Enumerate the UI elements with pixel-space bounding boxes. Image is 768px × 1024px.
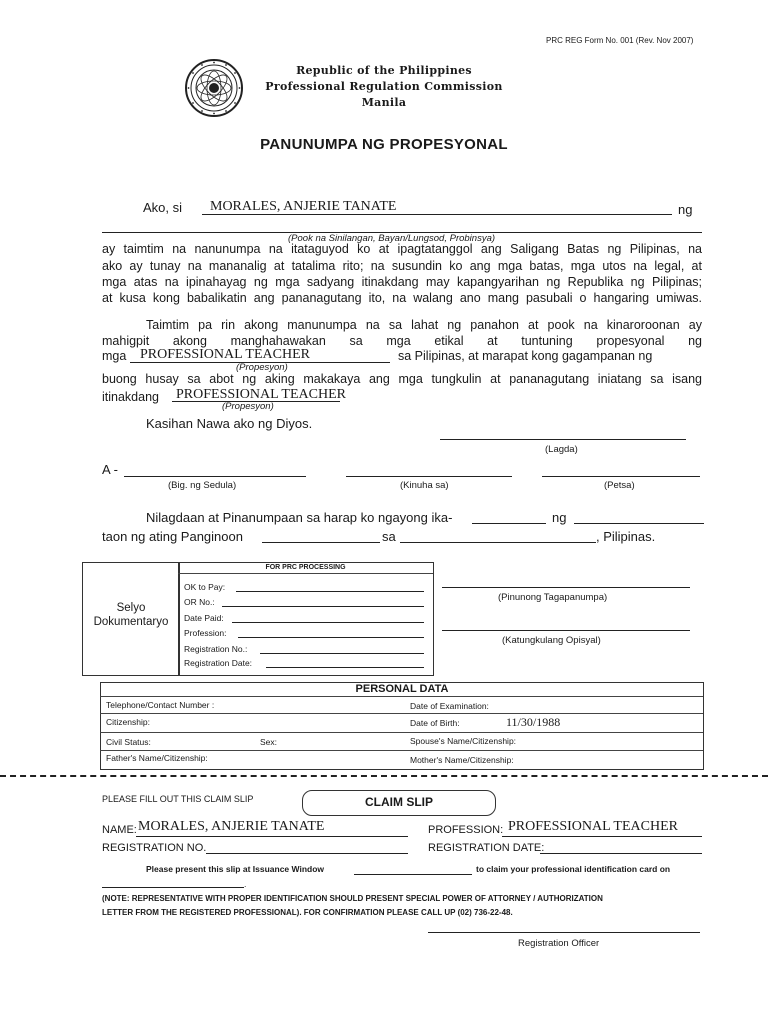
- oath-para1-line3: mga atas na ipinahayag ng mga sadyang itinakdang may kapangyarihan ng Republika ng Pilipinas;: [102, 275, 702, 289]
- please-fill-text: PLEASE FILL OUT THIS CLAIM SLIP: [102, 794, 254, 804]
- present-slip-text-b: to claim your professional identification card on: [476, 864, 671, 874]
- ok-to-pay-line: [236, 591, 424, 592]
- date-paid-label: Date Paid:: [184, 613, 224, 623]
- ika-line: [472, 523, 546, 524]
- oath-para2-line1: Taimtim pa rin akong manunumpa na sa lahat ng panahon at pook na kinaroroonan ay: [146, 318, 702, 332]
- city-line: [400, 542, 596, 543]
- note-line2: LETTER FROM THE REGISTERED PROFESSIONAL). FOR CONFIRMATION PLEASE CALL UP (02) 736-22-48.: [102, 908, 513, 917]
- registration-no-line: [260, 653, 424, 654]
- date-exam-label: Date of Examination:: [410, 701, 489, 711]
- mother-label: Mother's Name/Citizenship:: [410, 755, 514, 765]
- mga-prefix: mga: [102, 349, 127, 363]
- profession-field-line: [238, 637, 424, 638]
- civil-status-label: Civil Status:: [106, 737, 151, 747]
- taon-text: taon ng ating Panginoon: [102, 529, 243, 544]
- claim-profession-line: [502, 836, 702, 837]
- oath-para1-line2: ako ay tunay na mananalig at tatalima rito; na susundin ko ang mga batas, mga utos na legal, at: [102, 259, 702, 273]
- registration-date-line: [266, 667, 424, 668]
- spouse-label: Spouse's Name/Citizenship:: [410, 736, 517, 746]
- petsa-line: [542, 476, 700, 477]
- oath-profession-value-2: PROFESSIONAL TEACHER: [176, 387, 346, 402]
- claim-name-label: NAME:: [102, 824, 137, 836]
- claim-slip-title: CLAIM SLIP: [365, 795, 433, 809]
- a-prefix: A -: [102, 462, 118, 477]
- header-manila: Manila: [361, 96, 407, 109]
- claim-name-line: [136, 836, 408, 837]
- registration-no-label: Registration No.:: [184, 644, 248, 654]
- lagda-caption: (Lagda): [545, 444, 578, 455]
- pinunong-caption: (Pinunong Tagapanumpa): [498, 592, 608, 603]
- oath-para2-line2: mahigpit akong manghahawakan sa mga etikal at tuntuning propesyonal ng: [102, 334, 702, 348]
- month-line: [574, 523, 704, 524]
- ok-to-pay-label: OK to Pay:: [184, 582, 226, 592]
- father-label: Father's Name/Citizenship:: [106, 753, 208, 763]
- katungkulang-caption: (Katungkulang Opisyal): [502, 635, 601, 646]
- itinakdang-text: itinakdang: [102, 390, 159, 404]
- birthplace-caption: (Pook na Sinilangan, Bayan/Lungsod, Probinsya): [288, 233, 496, 244]
- date-birth-label: Date of Birth:: [410, 718, 460, 728]
- claim-profession-label: PROFESSION:: [428, 824, 504, 836]
- header-commission: Professional Regulation Commission: [265, 80, 503, 93]
- registration-officer-caption: Registration Officer: [518, 938, 600, 949]
- oath-para2-line4: buong husay sa abot ng aking makakaya ang mga tungkulin at pananagutang iniatang sa isang: [102, 372, 702, 386]
- present-slip-text: Please present this slip at Issuance Window: [146, 864, 325, 874]
- nilagdaan-text: Nilagdaan at Pinanumpaan sa harap ko ngayong ika-: [146, 510, 453, 525]
- sedula-line: [124, 476, 306, 477]
- kasihan-text: Kasihan Nawa ako ng Diyos.: [146, 416, 313, 431]
- claim-reg-no-line: [206, 853, 408, 854]
- oath-name-value: MORALES, ANJERIE TANATE: [210, 199, 397, 214]
- sedula-caption: (Big. ng Sedula): [168, 480, 237, 491]
- or-no-label: OR No.:: [184, 597, 215, 607]
- selyo-line2: Dokumentaryo: [93, 616, 169, 628]
- kinuha-line: [346, 476, 512, 477]
- claim-reg-date-label: REGISTRATION DATE:: [428, 842, 545, 854]
- note-line1: (NOTE: REPRESENTATIVE WITH PROPER IDENTIFICATION SHOULD PRESENT SPECIAL POWER OF ATTORNEY / AUTHORIZATION: [102, 894, 603, 903]
- issuance-window-line: [354, 874, 472, 875]
- sa-pilipinas-text: sa Pilipinas, at marapat kong gagampanan ng: [398, 349, 653, 363]
- petsa-caption: (Petsa): [604, 480, 635, 491]
- page-title: PANUNUMPA NG PROPESYONAL: [260, 136, 508, 153]
- form-number: PRC REG Form No. 001 (Rev. Nov 2007): [546, 36, 694, 45]
- kinuha-caption: (Kinuha sa): [400, 480, 449, 491]
- ako-si-label: Ako, si: [143, 200, 183, 215]
- claim-reg-date-line: [540, 853, 702, 854]
- personal-data-title: PERSONAL DATA: [355, 683, 449, 695]
- or-no-line: [222, 606, 424, 607]
- year-line: [262, 542, 380, 543]
- officer-signature-line: [428, 932, 700, 933]
- selyo-line1: Selyo: [116, 602, 146, 614]
- date-birth-value: 11/30/1988: [506, 715, 561, 729]
- oath-para1-line4: at kusa kong babalikatin ang pananagutang ito, na walang ano mang pasubali o hangaring umiwas.: [102, 291, 702, 305]
- telephone-label: Telephone/Contact Number :: [106, 700, 215, 710]
- oath-para1-line1: ay taimtim na nanunumpa na itataguyod ko at ipagtatanggol ang Saligang Batas ng Pilipinas, na: [102, 242, 702, 256]
- pinunong-line: [442, 587, 690, 588]
- pilipinas-text: , Pilipinas.: [596, 529, 656, 544]
- citizenship-label: Citizenship:: [106, 717, 150, 727]
- claim-profession-value: PROFESSIONAL TEACHER: [508, 819, 678, 834]
- profession-caption: (Propesyon): [236, 362, 288, 373]
- oath-profession-value: PROFESSIONAL TEACHER: [140, 347, 310, 362]
- signature-line: [440, 439, 686, 440]
- ng-label: ng: [678, 202, 693, 217]
- header-republic: Republic of the Philippines: [296, 64, 472, 77]
- profession-caption-2: (Propesyon): [222, 401, 274, 412]
- claim-reg-no-label: REGISTRATION NO.: [102, 842, 207, 854]
- nilagdaan-ng: ng: [552, 510, 567, 525]
- claim-name-value: MORALES, ANJERIE TANATE: [138, 819, 325, 834]
- katungkulang-line: [442, 630, 690, 631]
- cut-line: [0, 775, 768, 777]
- prc-processing-title: FOR PRC PROCESSING: [265, 564, 346, 571]
- registration-date-label: Registration Date:: [184, 658, 253, 668]
- profession-field-label: Profession:: [184, 628, 227, 638]
- sex-label: Sex:: [260, 737, 278, 747]
- claim-date-line: [102, 887, 244, 888]
- date-paid-line: [232, 622, 424, 623]
- taon-sa: sa: [382, 529, 396, 544]
